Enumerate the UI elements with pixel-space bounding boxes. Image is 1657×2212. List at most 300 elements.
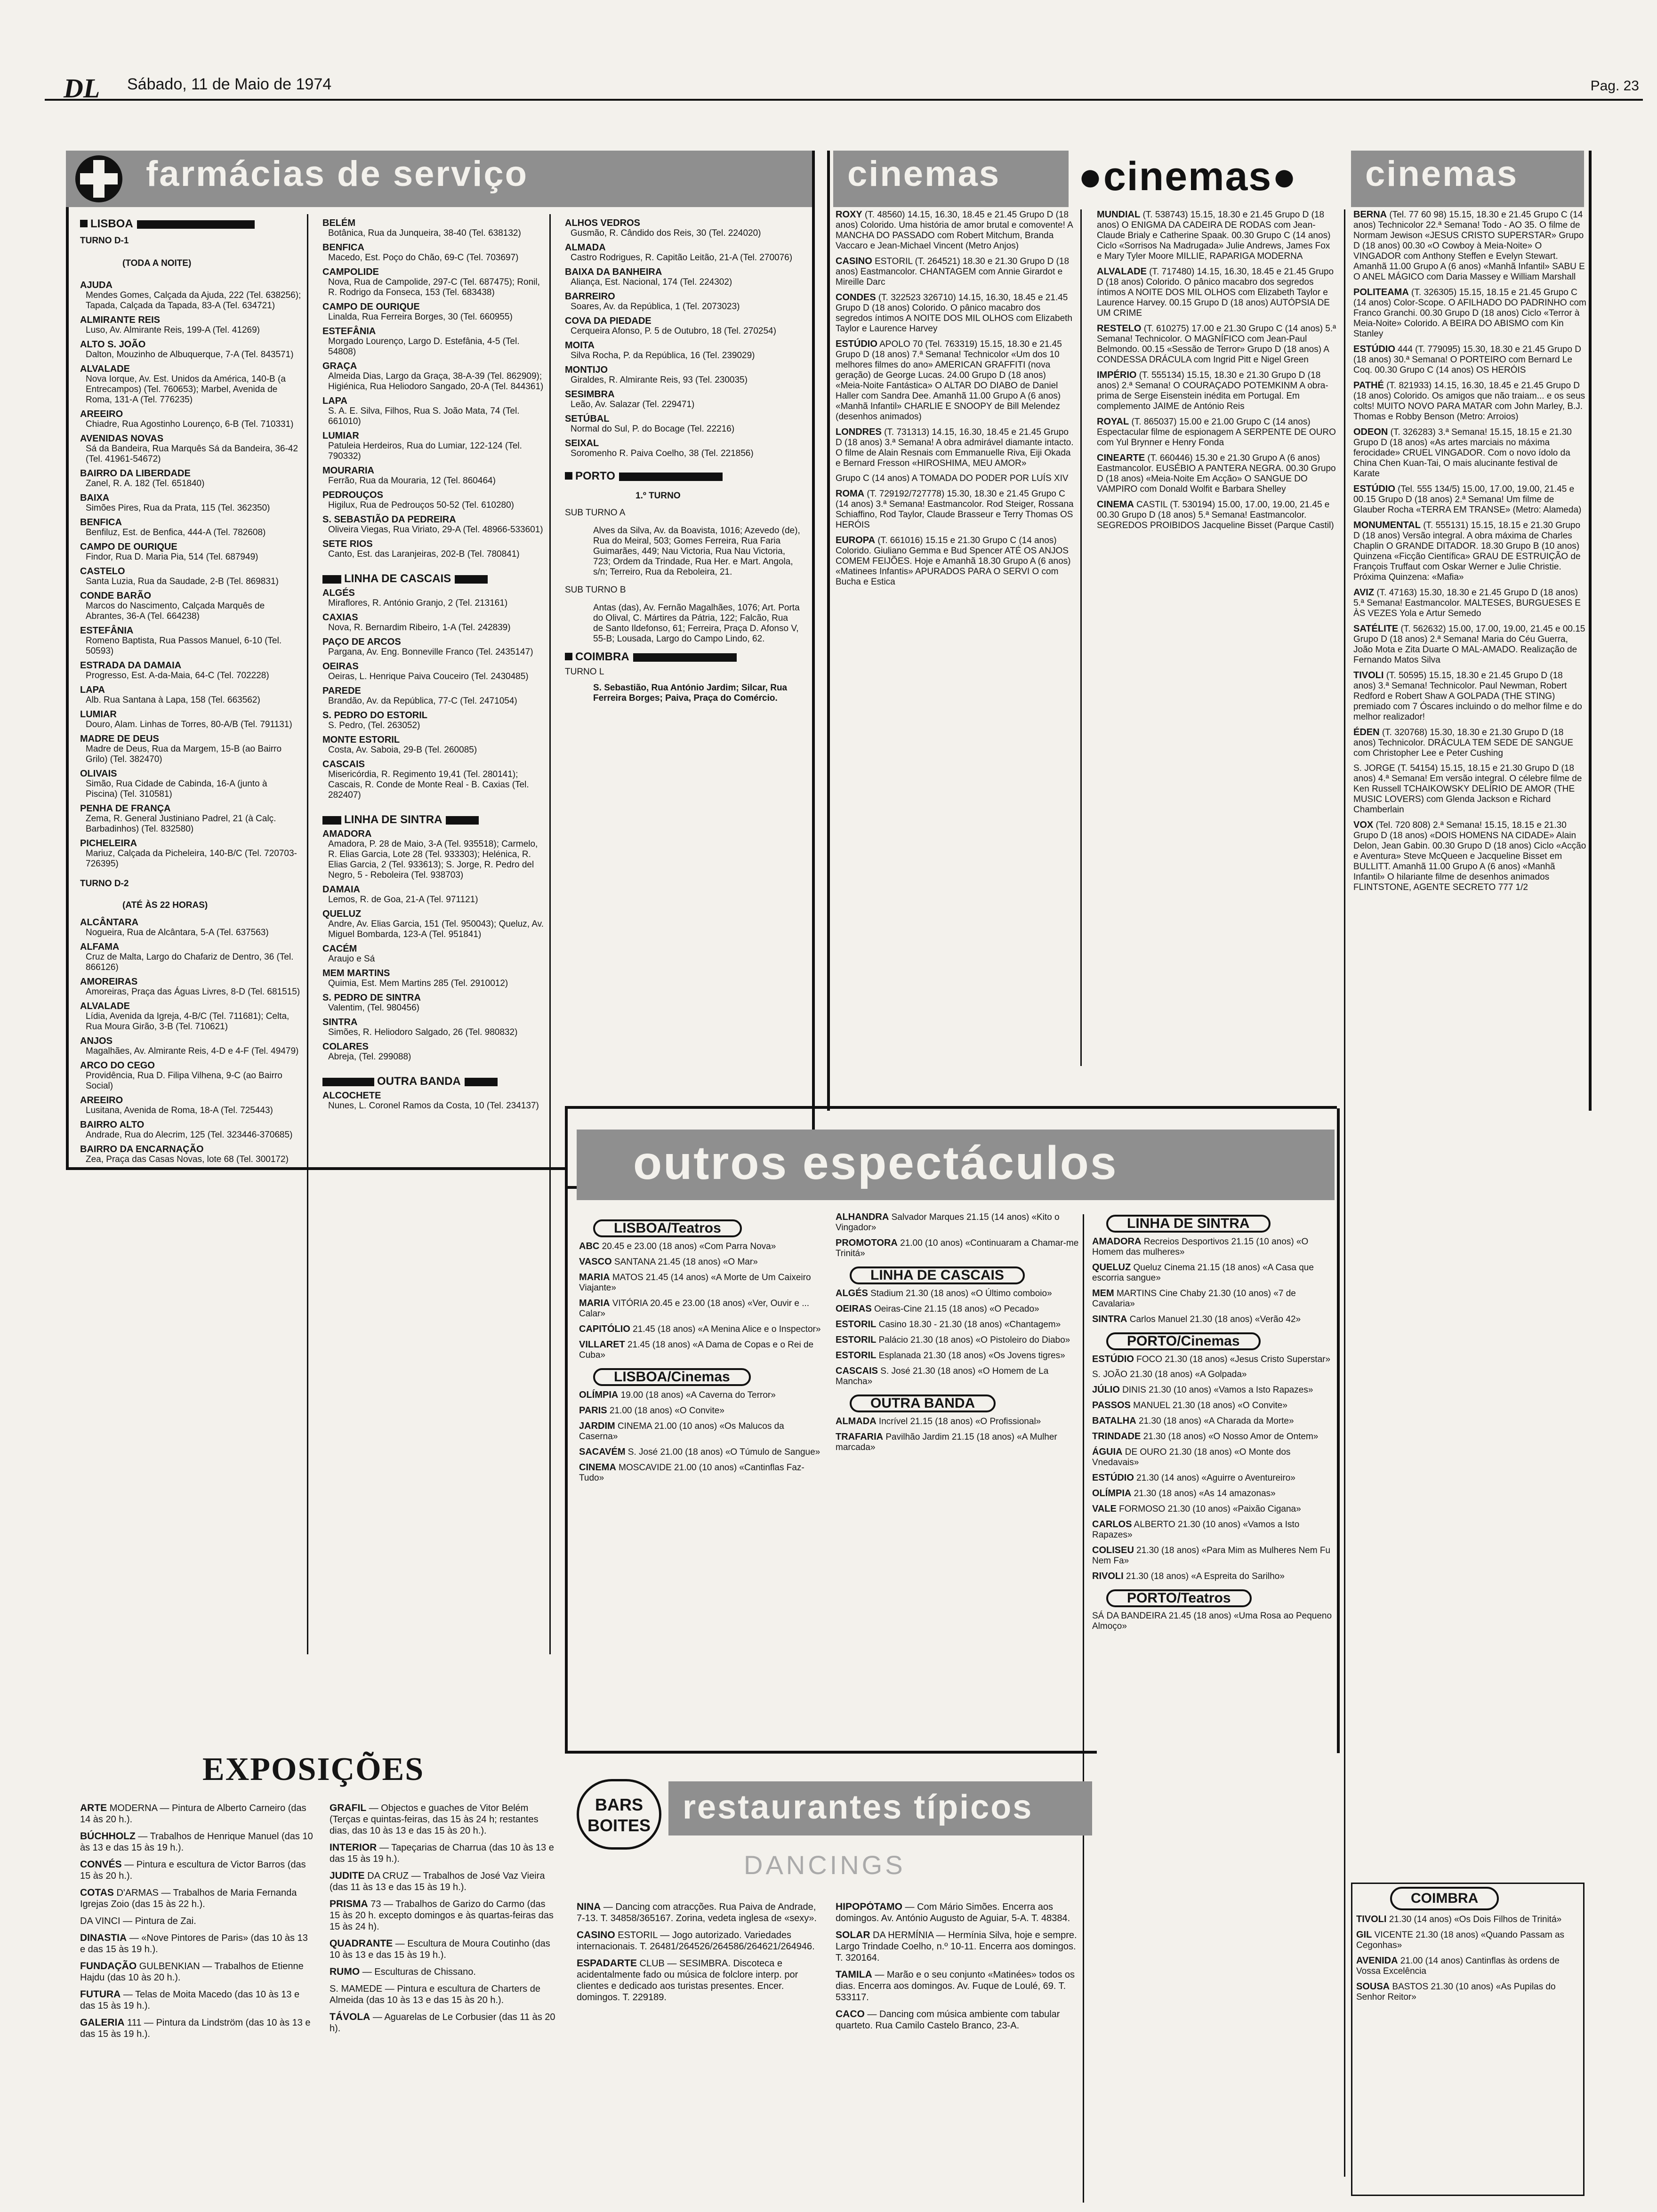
pharmacy-district: S. SEBASTIÃO DA PEDREIRA (322, 514, 456, 525)
pharmacy-district: CAMPO DE OURIQUE (80, 542, 177, 552)
dancings-column-2 (836, 1901, 1080, 2203)
pharmacy-address: Nunes, L. Coronel Ramos da Costa, 10 (Tel. 234137) (328, 1101, 539, 1111)
cinema-listing: CASINO ESTORIL (T. 264521) 18.30 e 21.30 Grupo D (18 anos) Eastmancolor. CHANTAGEM com Annie Girardot e Mireille Darc (836, 256, 1070, 287)
pharmacy-entry (565, 438, 800, 459)
pharmacy-entry (565, 316, 800, 337)
pharmacy-address: Silva Rocha, P. da República, 16 (Tel. 239029) (571, 351, 755, 361)
pharmacy-entry (80, 280, 301, 311)
pharmacy-address: Quimia, Est. Mem Martins 285 (Tel. 2910012) (328, 978, 508, 988)
pharmacy-district: PEDROUÇOS (322, 490, 383, 500)
pharmacy-entry (80, 917, 301, 938)
cinema-listing: AVIZ (T. 47163) 15.30, 18.30 e 21.45 Grupo D (18 anos) 5.ª Semana! Eastmancolor. MALTESES, BURGUESES E ÀS VEZES Yola e Artur Semedo (1353, 587, 1581, 618)
pharmacy-entry (80, 734, 301, 765)
show-listing: JÚLIO DINIS 21.30 (10 anos) «Vamos a Isto Rapazes» (1092, 1385, 1313, 1395)
pharmacy-address: Cerqueira Afonso, P. 5 de Outubro, 18 (Tel. 270254) (571, 326, 776, 336)
porto-teatros-heading: PORTO/Teatros (1106, 1589, 1252, 1607)
show-listing: MEM MARTINS Cine Chaby 21.30 (10 anos) «7 de Cavalaria» (1092, 1288, 1296, 1309)
show-listing: ESTÚDIO 21.30 (14 anos) «Aguirre o Aventureiro» (1092, 1473, 1295, 1483)
pharmacy-district: LAPA (80, 685, 105, 695)
pharmacy-entry (565, 414, 800, 434)
pharmacy-address: Ferrão, Rua da Mouraria, 12 (Tel. 860464) (328, 476, 496, 486)
outros-column-1 (579, 1217, 824, 1781)
pharmacy-district: LAPA (322, 396, 347, 406)
pharmacy-address: Costa, Av. Saboia, 29-B (Tel. 260085) (328, 745, 477, 755)
pharmacy-entry (80, 660, 301, 681)
pharmacy-address: Soares, Av. da República, 1 (Tel. 2073023) (571, 302, 740, 312)
outros-list-pt (1092, 1611, 1332, 1632)
pharmacy-district: ANJOS (80, 1036, 113, 1046)
pharmacy-district: AREEIRO (80, 409, 123, 419)
exhibition-listing: RUMO — Esculturas de Chissano. (330, 1966, 476, 1977)
pharmacy-address: Oeiras, L. Henrique Paiva Couceiro (Tel. 2430485) (328, 672, 529, 681)
cinema-listing: MONUMENTAL (T. 555131) 15.15, 18.15 e 21.30 Grupo D (18 anos) Versão integral. A obra máxima de Charles Chaplin O GRANDE DITADOR. 18.30 Grupo B (10 anos) Quinzena «Ficção Científica» GRAU DE ESTRUIÇÃO de François Truffaut com Oskar Werner e Julie Christie. Próxima Quinzena: «Mafia» (1353, 520, 1581, 582)
pharmacy-entry (80, 838, 301, 869)
exhibition-listing: PRISMA 73 — Trabalhos de Garizo do Carmo (das 15 às 20 h. excepto domingos e às quartas-feiras das 15 às 24 h). (330, 1899, 554, 1932)
pharmacy-entry (565, 365, 800, 385)
pharmacy-entry (322, 686, 544, 706)
outros-list-lt (579, 1241, 824, 1361)
show-listing: ESTÚDIO FOCO 21.30 (18 anos) «Jesus Cristo Superstar» (1092, 1354, 1331, 1364)
pharmacy-address: Findor, Rua D. Maria Pia, 514 (Tel. 687949) (86, 552, 258, 562)
exhibition-listing: FUTURA — Telas de Moita Macedo (das 10 às 13 e das 15 às 19 h.). (80, 1989, 300, 2011)
pharmacy-address: Castro Rodrigues, R. Capitão Leitão, 21-A (Tel. 270076) (571, 253, 793, 263)
pharmacy-entry (322, 539, 544, 560)
cinema-listing: S. JORGE (T. 54154) 15.15, 18.15 e 21.30 Grupo D (18 anos) 4.ª Semana! Em versão integral. O célebre filme de Ken Russell TCHAIKOWSKY DELÍRIO DE AMOR (THE MUSIC LOVERS) com Glenda Jackson e Richard Chamberlain (1353, 763, 1582, 815)
cinema-list-1 (836, 209, 1076, 587)
dancing-listing: CACO — Dancing com música ambiente com tabular quarteto. Rua Camilo Castelo Branco, 23-A. (836, 2009, 1060, 2031)
pharmacy-district: ALCÂNTARA (80, 917, 139, 928)
pharmacy-entry (322, 993, 544, 1013)
cinema-listing: PATHÉ (T. 821933) 14.15, 16.30, 18.45 e 21.45 Grupo D (18 anos) Colorido. Os amigos que não traiam... e os seus colts! MUITO NOVO PARA MATAR com John Marley, B.J. Thomas e Robby Benson (Metro: Arroios) (1353, 380, 1585, 422)
dance-list-l (577, 1901, 821, 2003)
pharmacy-entry (322, 909, 544, 940)
expo-list-r (330, 1803, 555, 2034)
pharmacy-district: CONDE BARÃO (80, 591, 152, 601)
exhibition-listing: JUDITE DA CRUZ — Trabalhos de José Vaz Vieira (das 11 às 13 e das 15 às 19 h.). (330, 1870, 545, 1892)
pharmacy-address: Mariuz, Calçada da Picheleira, 140-B/C (Tel. 720703-726395) (86, 849, 297, 869)
pharmacy-entry (80, 566, 301, 587)
exhibition-listing: DINASTIA — «Nove Pintores de Paris» (das 10 às 13 e das 15 às 19 h.). (80, 1932, 308, 1955)
show-listing: ABC 20.45 e 23.00 (18 anos) «Com Parra Nova» (579, 1241, 776, 1251)
pharmacy-address: Providência, Rua D. Filipa Vilhena, 9-C (ao Bairro Social) (86, 1071, 282, 1091)
exhibition-listing: FUNDAÇÃO GULBENKIAN — Trabalhos de Etienne Hajdu (das 10 às 20 h.). (80, 1961, 304, 1983)
pharmacy-entry (322, 637, 544, 657)
outros-list-rs (1092, 1236, 1332, 1325)
pharmacy-list-2b (322, 588, 544, 801)
pharmacy-address: Lusitana, Avenida de Roma, 18-A (Tel. 725443) (86, 1106, 273, 1115)
pharmacy-district: S. PEDRO DO ESTORIL (322, 710, 427, 721)
pharmacy-address: Simões Pires, Rua da Prata, 115 (Tel. 362350) (86, 503, 270, 513)
pharmacy-entry (322, 465, 544, 486)
dancing-listing: ESPADARTE CLUB — SESIMBRA. Discoteca e acidentalmente fado ou música de folclore interp. por clientes e dedicado aos turistas presentes. Encer. domingos. T. 229189. (577, 1958, 798, 2003)
cinema-listing: POLITEAMA (T. 326305) 15.15, 18.15 e 21.45 Grupo C (14 anos) Color-Scope. O AFILHADO DO PADRINHO com Franco Granchi. 00.30 Grupo D (18 anos) Ciclo «Terror à Meia-Noite» Colorido. A BEIRA DO ABISMO com Kin Stanley (1353, 287, 1586, 339)
show-listing: SÁ DA BANDEIRA 21.45 (18 anos) «Uma Rosa ao Pequeno Almoço» (1092, 1611, 1332, 1631)
cinema-listing: CINEARTE (T. 660446) 15.30 e 21.30 Grupo A (6 anos) Eastmancolor. EUSÉBIO A PANTERA NEGRA. 00.30 Grupo D (18 anos) «Meia-Noite Em Acção» O SANGUE DO VAMPIRO com Donald Wolfit e Barbara Shelley (1097, 453, 1336, 494)
pharmacy-address: Simões, R. Heliodoro Salgado, 26 (Tel. 980832) (328, 1027, 518, 1037)
pharmacy-district: AVENIDAS NOVAS (80, 433, 164, 444)
expo-list-l (80, 1803, 315, 2040)
dancing-listing: HIPOPÓTAMO — Com Mário Simões. Encerra aos domingos. Av. António Augusto de Aguiar, 5-A. T. 48384. (836, 1901, 1070, 1923)
pharmacy-entry (565, 291, 800, 312)
linha-cascais-heading: LINHA DE CASCAIS (344, 572, 451, 585)
pharmacy-district: AJUDA (80, 280, 113, 290)
pharmacy-entry (322, 431, 544, 462)
pharmacy-address: Nova Iorque, Av. Est. Unidos da América, 140-B (a Entrecampos) (Tel. 760653); Marbel, Avenida de Roma, 131-A (Tel. 776235) (86, 374, 286, 405)
pharmacy-address: Progresso, Est. A-da-Maia, 64-C (Tel. 702228) (86, 671, 269, 681)
pharmacy-address: Romeno Baptista, Rua Passos Manuel, 6-10 (Tel. 50593) (86, 636, 282, 656)
pharmacy-entry (80, 542, 301, 562)
show-listing: CINEMA MOSCAVIDE 21.00 (10 anos) «Cantinflas Faz-Tudo» (579, 1462, 804, 1483)
pharmacy-address: Simão, Rua Cidade de Cabinda, 16-A (junto à Piscina) (Tel. 310581) (86, 779, 267, 799)
cinema-list-2 (1097, 209, 1337, 531)
pharmacy-address: Luso, Av. Almirante Reis, 199-A (Tel. 41269) (86, 325, 260, 335)
pharmacy-address: Brandão, Av. da República, 77-C (Tel. 2471054) (328, 696, 517, 706)
pharmacy-list-3 (565, 218, 800, 459)
pharmacy-district: MOITA (565, 340, 595, 351)
pharmacy-entry (322, 884, 544, 905)
pharmacy-banner-title: farmácias de serviço (146, 154, 529, 194)
pharmacy-address: Misericórdia, R. Regimento 19,41 (Tel. 280141); Cascais, R. Conde de Monte Real - B. Caxias (Tel. 282407) (328, 769, 529, 800)
pharmacy-district: AMADORA (322, 829, 372, 839)
linha-sintra-heading: LINHA DE SINTRA (344, 813, 442, 826)
pharmacy-entry (322, 1017, 544, 1038)
cinema-listing: ROMA (T. 729192/727778) 15.30, 18.30 e 21.45 Grupo C (14 anos) 3.ª Semana! Eastmancolor. Rod Steiger, Rossana Schiaffino, Rod Taylor, Claude Brasseur e Terry Thomas OS HERÓIS (836, 489, 1074, 530)
pharmacy-address: Valentim, (Tel. 980456) (328, 1003, 419, 1013)
pharmacy-address: Nova, Rua de Campolide, 297-C (Tel. 687475); Ronil, R. Rodrigo da Fonseca, 153 (Tel. 683438) (328, 277, 540, 297)
show-listing: ÁGUIA DE OURO 21.30 (18 anos) «O Monte dos Vnedavais» (1092, 1447, 1291, 1467)
coimbra-heading: COIMBRA (1390, 1887, 1499, 1910)
pharmacy-district: PAÇO DE ARCOS (322, 637, 401, 647)
outros-column-2 (836, 1212, 1080, 1800)
pharmacy-address: Abreja, (Tel. 299088) (328, 1052, 411, 1062)
pharmacy-address: Botânica, Rua da Junqueira, 38-40 (Tel. 638132) (328, 228, 521, 238)
pharmacy-entry (80, 591, 301, 622)
show-listing: ALHANDRA Salvador Marques 21.15 (14 anos) «Kito o Vingador» (836, 1212, 1060, 1233)
dancing-listing: NINA — Dancing com atracções. Rua Paiva de Andrade, 7-13. T. 34858/365167. Zorina, vedeta inglesa de «sexy». (577, 1901, 817, 1923)
coimbra-list (1352, 1914, 1577, 2178)
show-listing: MARIA MATOS 21.45 (14 anos) «A Morte de Um Caixeiro Viajante» (579, 1272, 811, 1293)
show-listing: PASSOS MANUEL 21.30 (18 anos) «O Convite» (1092, 1400, 1287, 1411)
bars-boites-badge: BARS BOITES (577, 1779, 661, 1850)
pharmacy-district: MONTIJO (565, 365, 608, 375)
pharmacy-entry (80, 517, 301, 538)
pharmacy-address: Leão, Av. Salazar (Tel. 229471) (571, 400, 695, 409)
cinema-listing: EUROPA (T. 661016) 15.15 e 21.30 Grupo C (14 anos) Colorido. Giuliano Gemma e Bud Spencer ATÉ OS ANJOS COMEM FEIJÕES. Hoje e Amanhã 18.30 Grupo A (6 anos) «Matinees Infantis» APURADOS PARA O SERVI O com Bucha e Estica (836, 535, 1071, 587)
pharmacy-list-2d (322, 1090, 544, 1111)
pharmacy-entry (80, 1036, 301, 1057)
linha-cascais-cinema-heading: LINHA DE CASCAIS (850, 1266, 1025, 1284)
pharmacy-district: BAIRRO ALTO (80, 1120, 145, 1130)
cinema-listing: ROYAL (T. 865037) 15.00 e 21.00 Grupo C (14 anos) Espectacular filme de espionagem A SERPENTE DE OURO com Yul Brynner e Henry Fonda (1097, 417, 1336, 448)
pharmacy-district: OLIVAIS (80, 769, 117, 779)
pharmacy-address: Cruz de Malta, Largo do Chafariz de Dentro, 36 (Tel. 866126) (86, 952, 294, 972)
pharmacy-entry (80, 1060, 301, 1091)
cinema-listing: ESTÚDIO 444 (T. 779095) 15.30, 18.30 e 21.45 Grupo D (18 anos) 30.ª Semana! O PORTEIRO com Bernard Le Coq. 00.30 Grupo C (14 anos) OS HERÓIS (1353, 344, 1581, 375)
cinema-listing: ÉDEN (T. 320768) 15.30, 18.30 e 21.30 Grupo D (18 anos) Technicolor. DRÁCULA TEM SEDE DE SANGUE com Christopher Lee e Peter Cushing (1353, 727, 1574, 758)
pharmacy-address: S. Pedro, (Tel. 263052) (328, 721, 420, 730)
pharmacy-entry (80, 433, 301, 465)
cinema-listing: LONDRES (T. 731313) 14.15, 16.30, 18.45 e 21.45 Grupo D (18 anos) 3.ª Semana! A obra admirável diamante intacto. O filme de Alain Resnais com Emmanuelle Riva, Eiji Okada e Bernard Fresson «HIROSHIMA, MEU AMOR» (836, 427, 1074, 468)
page-number: Pag. 23 (1590, 78, 1639, 94)
pharmacy-district: BENFICA (80, 517, 122, 528)
pharmacy-entry (322, 218, 544, 239)
pharmacy-list-1 (80, 280, 301, 869)
pharmacy-entry (80, 1001, 301, 1032)
pharmacy-address: Soromenho R. Paiva Coelho, 38 (Tel. 221856) (571, 449, 754, 458)
show-listing: ESTORIL Palácio 21.30 (18 anos) «O Pistoleiro do Diabo» (836, 1335, 1070, 1345)
show-listing: COLISEU 21.30 (18 anos) «Para Mim as Mulheres Nem Fu Nem Fa» (1092, 1545, 1331, 1566)
newspaper-logo: DL (64, 73, 100, 104)
pharmacy-entry (322, 710, 544, 731)
pharmacy-entry (322, 759, 544, 801)
cinemas-banner-left: cinemas (833, 151, 1069, 207)
pharmacy-list-2 (322, 218, 544, 560)
pharmacy-district: AMOREIRAS (80, 977, 138, 987)
show-listing: VASCO SANTANA 21.45 (18 anos) «O Mar» (579, 1257, 758, 1267)
coimbra-box (1351, 1883, 1585, 2196)
pharmacy-district: MEM MARTINS (322, 968, 390, 978)
pharmacy-entry (322, 514, 544, 535)
dancing-listing: SOLAR DA HERMÍNIA — Hermínia Silva, hoje e sempre. Largo Trindade Coelho, n.º 10-11. Encerra aos domingos. T. 320164. (836, 1930, 1077, 1963)
pharmacy-district: COLARES (322, 1042, 369, 1052)
exhibition-listing: ARTE MODERNA — Pintura de Alberto Carneiro (das 14 às 20 h.). (80, 1803, 306, 1825)
pharmacy-address: Nogueira, Rua de Alcântara, 5-A (Tel. 637563) (86, 928, 269, 938)
pharmacy-district: ALVALADE (80, 364, 130, 374)
exhibition-listing: GALERIA 111 — Pintura da Lindström (das 10 às 13 e das 15 às 19 h.). (80, 2017, 311, 2039)
pharmacy-district: ESTRADA DA DAMAIA (80, 660, 182, 671)
pharmacy-entry (322, 944, 544, 964)
pharmacy-address: Amoreiras, Praça das Águas Livres, 8-D (Tel. 681515) (86, 987, 300, 997)
pharmacy-district: BAIXA (80, 493, 110, 503)
pharmacy-district: ESTEFÂNIA (322, 326, 376, 337)
show-listing: ALMADA Incrível 21.15 (18 anos) «O Profissional» (836, 1416, 1041, 1427)
pharmacy-entry (80, 364, 301, 405)
pharmacy-district: BELÉM (322, 218, 355, 228)
show-listing: GIL VICENTE 21.30 (18 anos) «Quando Passam as Cegonhas» (1356, 1930, 1565, 1950)
show-listing: CAPITÓLIO 21.45 (18 anos) «A Menina Alice e o Inspector» (579, 1324, 821, 1334)
outros-list-mb (836, 1416, 1080, 1453)
exhibition-listing: S. MAMEDE — Pintura e escultura de Charters de Almeida (das 10 às 13 e das 15 às 20 h.). (330, 1984, 540, 2005)
pharmacy-district: SETÚBAL (565, 414, 610, 424)
pharmacy-district: BENFICA (322, 242, 364, 253)
pharmacy-entry (80, 942, 301, 973)
cinema-listing: CINEMA CASTIL (T. 530194) 15.00, 17.00, 19.00, 21.45 e 00.30 Grupo D (18 anos) 5.ª Semana! Eastmancolor. SEGREDOS PROIBIDOS Jacqueline Bisset (Parque Castil) (1097, 499, 1334, 530)
porto-cinemas-heading: PORTO/Cinemas (1106, 1332, 1261, 1350)
restaurantes-banner: restaurantes típicos (668, 1781, 1092, 1835)
coimbra-pharmacy-heading: COIMBRA (575, 650, 629, 663)
pharmacy-entry (322, 361, 544, 392)
dance-list-r (836, 1901, 1080, 2031)
exhibition-listing: COTAS D'ARMAS — Trabalhos de Maria Fernanda Igrejas Zoio (das 15 às 22 h.). (80, 1887, 297, 1909)
pharmacy-entry (565, 218, 800, 239)
pharmacy-district: ALVALADE (80, 1001, 130, 1011)
pharmacy-address: Douro, Alam. Linhas de Torres, 80-A/B (Tel. 791131) (86, 720, 292, 729)
pharmacy-district: ALCOCHETE (322, 1090, 381, 1101)
exhibition-listing: CONVÉS — Pintura e escultura de Victor Barros (das 15 às 20 h.). (80, 1859, 306, 1881)
exposicoes-column-2 (330, 1803, 555, 2207)
outros-list-lc (579, 1390, 824, 1483)
exposicoes-title: EXPOSIÇÕES (202, 1751, 425, 1787)
pharmacy-address: Pargana, Av. Eng. Bonneville Franco (Tel. 2435147) (328, 647, 533, 657)
cinema-listing: RESTELO (T. 610275) 17.00 e 21.30 Grupo C (14 anos) 5.ª Semana! Technicolor. O MAGNÍFICO com Jean-Paul Belmondo. 00.15 «Sessão de Terror» Grupo D (18 anos) A CONDESSA DRÁCULA com Ingrid Pitt e Nigel Green (1097, 323, 1336, 365)
dancings-column-1 (577, 1901, 821, 2203)
pharmacy-address: Madre de Deus, Rua da Margem, 15-B (ao Bairro Grilo) (Tel. 382470) (86, 744, 282, 764)
pharmacy-district: ALGÉS (322, 588, 355, 598)
pharmacy-entry (80, 803, 301, 834)
pharmacy-district: SESIMBRA (565, 389, 615, 400)
pharmacy-list-2c (322, 829, 544, 1062)
pharmacy-address: Canto, Est. das Laranjeiras, 202-B (Tel. 780841) (328, 549, 520, 559)
show-listing: SACAVÉM S. José 21.00 (18 anos) «O Túmulo de Sangue» (579, 1447, 820, 1457)
cinemas-banner-main: ●cinemas● (1073, 151, 1346, 207)
pharmacy-district: MADRE DE DEUS (80, 734, 159, 744)
pharmacy-address: Morgado Lourenço, Largo D. Estefânia, 4-5 (Tel. 54808) (328, 337, 520, 357)
pharmacy-district: CACÉM (322, 944, 357, 954)
pharmacy-address: Gusmão, R. Cândido dos Reis, 30 (Tel. 224020) (571, 228, 761, 238)
pharmacy-entry (80, 709, 301, 730)
cinema-listing: ROXY (T. 48560) 14.15, 16.30, 18.45 e 21.45 Grupo D (18 anos) Colorido. Uma história de amor brutal e comovente! A MANCHA DO PASSADO com Robert Mitchum, Branda Vaccaro e Jean-Michael Vincent (Metro Anjos) (836, 209, 1073, 251)
pharmacy-entry (80, 409, 301, 430)
pharmacy-district: ALMIRANTE REIS (80, 315, 160, 325)
show-listing: AMADORA Recreios Desportivos 21.15 (10 anos) «O Homem das mulheres» (1092, 1236, 1309, 1257)
pharmacy-entry (322, 829, 544, 881)
pharmacy-address: Normal do Sul, P. do Bocage (Tel. 22216) (571, 424, 735, 434)
show-listing: PROMOTORA 21.00 (10 anos) «Continuaram a Chamar-me Trinitá» (836, 1238, 1079, 1258)
pharmacy-district: QUELUZ (322, 909, 362, 919)
pharmacy-district: MONTE ESTORIL (322, 735, 400, 745)
pharmacy-address: Araujo e Sá (328, 954, 375, 964)
pharmacy-entry (80, 685, 301, 705)
pharmacy-address: Higilux, Rua de Pedrouços 50-52 (Tel. 610280) (328, 500, 515, 510)
show-listing: VILLARET 21.45 (18 anos) «A Dama de Copas e o Rei de Cuba» (579, 1339, 814, 1360)
pharmacy-district: CAMPOLIDE (322, 267, 379, 277)
pharmacy-address: Almeida Dias, Largo da Graça, 38-A-39 (Tel. 862909); Higiénica, Rua Heliodoro Sangado, 20-A (Tel. 844361) (328, 371, 544, 392)
pharmacy-entry (80, 493, 301, 513)
pharmacy-address: Chiadre, Rua Agostinho Lourenço, 6-B (Tel. 710331) (86, 419, 294, 429)
show-listing: ALGÉS Stadium 21.30 (18 anos) «O Último comboio» (836, 1288, 1052, 1298)
show-listing: TRINDADE 21.30 (18 anos) «O Nosso Amor de Ontem» (1092, 1431, 1319, 1442)
cinemas-banner-right: cinemas (1351, 151, 1584, 207)
pharmacy-district: AREEIRO (80, 1095, 123, 1106)
cinema-listing: CONDES (T. 322523 326710) 14.15, 16.30, 18.45 e 21.45 Grupo D (18 anos) Colorido. O pânico macabro dos segredos íntimos A NOITE DOS MIL OLHOS com Elizabeth Taylor e Laurence Harvey (836, 292, 1072, 334)
show-listing: QUELUZ Queluz Cinema 21.15 (18 anos) «A Casa que escorria sangue» (1092, 1262, 1314, 1283)
pharmacy-address: Giraldes, R. Almirante Reis, 93 (Tel. 230035) (571, 375, 748, 385)
pharmacy-address: Aliança, Est. Nacional, 174 (Tel. 224302) (571, 277, 732, 287)
show-listing: TIVOLI 21.30 (14 anos) «Os Dois Filhos de Trinitá» (1356, 1914, 1562, 1924)
pharmacy-district: GRAÇA (322, 361, 357, 371)
show-listing: OLÍMPIA 19.00 (18 anos) «A Caverna do Terror» (579, 1390, 776, 1400)
pharmacy-district: CAXIAS (322, 612, 358, 623)
pharmacy-entry (80, 1120, 301, 1140)
pharmacy-district: BARREIRO (565, 291, 615, 302)
pharmacy-address: Santa Luzia, Rua da Saudade, 2-B (Tel. 869831) (86, 577, 279, 586)
pharmacy-column-1: LISBOA TURNO D-1 (TODA A NOITE) AJUDA Mendes Gomes, Calçada da Ajuda, 222 (Tel. 638256); Tapada, Calçada da Tapada, 83-A (Tel. 634721) ALMIRANTE REIS Luso, Av. Almirante Reis, 199-A (Tel. 41269) ALTO S. JOÃO Dalton, Mouzinho de Albuquerque, 7-A (Tel. 843571) ALVALADE Nova Iorque, Av. Est. Unidos da América, 140-B (a Entrecampos) (Tel. 760653); Marbel, Avenida de Roma, 131-A (Tel. 776235) AREEIRO Chiadre, Rua Agostinho Lourenço, 6-B (Tel. 710331) AVENIDAS NOVAS Sá da Bandeira, Rua Marquês Sá da Bandeira, 36-42 (Tel. 41961-54672) BAIRRO DA LIBERDADE Zanel, R. A. 182 (Tel. 651840) BAIXA Simões Pires, Rua da Prata, 115 (Tel. 362350) BENFICA Benfiluz, Est. de Benfica, 444-A (Tel. 782608) CAMPO DE OURIQUE Findor, Rua D. Maria Pia, 514 (Tel. 687949) CASTELO Santa Luzia, Rua da Saudade, 2-B (Tel. 869831) CONDE BARÃO Marcos do Nascimento, Calçada Marquês de Abrantes, 36-A (Tel. 664238) ESTEFÂNIA Romeno Baptista, Rua Passos Manuel, 6-10 (Tel. 50593) ESTRADA DA DAMAIA Progresso, Est. A-da-Maia, 64-C (Tel. 702228) LAPA Alb. Rua Santana à Lapa, 158 (Tel. 663562) LUMIAR Douro, Alam. Linhas de Torres, 80-A/B (Tel. 791131) MADRE DE DEUS Madre de Deus, Rua da Margem, 15-B (ao Bairro Grilo) (Tel. 382470) OLIVAIS Simão, Rua Cidade de Cabinda, 16-A (junto à Piscina) (Tel. 310581) PENHA DE FRANÇA Zema, R. General Justiniano Padrel, 21 (à Calç. Barbadinhos) (Tel. 832580) PICHELEIRA Mariuz, Calçada da Picheleira, 140-B/C (Tel. 720703-726395) TURNO D-2 (ATÉ ÀS 22 HORAS) ALCÂNTARA Nogueira, Rua de Alcântara, 5-A (Tel. 637563) ALFAMA Cruz de Malta, Largo do Chafariz de Dentro, 36 (Tel. 866126) AMOREIRAS Amoreiras, Praça das Águas Livres, 8-D (Tel. 681515) ALVALADE Lídia, Avenida da Igreja, 4-B/C (Tel. 711681); Celta, Rua Moura Girão, 3-B (Tel. 710621) ANJOS Magalhães, Av. Almirante Reis, 4-D e 4-F (Tel. 49479) ARCO DO CEGO Providência, Rua D. Filipa Vilhena, 9-C (ao Bairro Social) AREEIRO Lusitana, Avenida de Roma, 18-A (Tel. 725443) BAIRRO ALTO Andrade, Rua do Alecrim, 125 (Tel. 323446-370685) BAIRRO DA ENCARNAÇÃO Zea, Praça das Casas Novas, lote 68 (Tel. 300172) (80, 217, 301, 1164)
pharmacy-district: SETE RIOS (322, 539, 373, 549)
pharmacy-entry (80, 315, 301, 336)
cinema-listing: BERNA (Tel. 77 60 98) 15.15, 18.30 e 21.45 Grupo C (14 anos) Technicolor 22.ª Semana! Todo - AO 35. O filme de Normam Jewison «JESUS CRISTO SUPERSTAR» Grupo D (18 anos) 00.30 «O Cowboy à Meia-Noite» O VINGADOR com Anthony Steffen e Evelyn Stewart. Amanhã 11.00 Grupo A (6 anos) «Manhã Infantil» SABU E O ANEL MÁGICO com Daria Massey e William Marshall (1353, 209, 1585, 282)
pharmacy-district: ALFAMA (80, 942, 120, 952)
pharmacy-address: Andre, Av. Elias Garcia, 151 (Tel. 950043); Queluz, Av. Miguel Bombarda, 123-A (Tel. 951841) (328, 919, 544, 939)
pharmacy-address: Lídia, Avenida da Igreja, 4-B/C (Tel. 711681); Celta, Rua Moura Girão, 3-B (Tel. 710621) (86, 1011, 290, 1032)
show-listing: MARIA VITÓRIA 20.45 e 23.00 (18 anos) «Ver, Ouvir e ... Calar» (579, 1298, 810, 1319)
show-listing: AVENIDA 21.00 (14 anos) Cantinflas às ordens de Vossa Excelência (1356, 1956, 1560, 1976)
show-listing: SOUSA BASTOS 21.30 (10 anos) «As Pupilas do Senhor Reitor» (1356, 1981, 1556, 2002)
pharmacy-address: Benfiluz, Est. de Benfica, 444-A (Tel. 782608) (86, 528, 266, 537)
pharmacy-district: BAIRRO DA LIBERDADE (80, 468, 191, 479)
pharmacy-district: OEIRAS (322, 661, 359, 672)
pharmacy-entry (322, 302, 544, 322)
cinema-listing: VOX (Tel. 720 808) 2.ª Semana! 15.15, 18.15 e 21.30 Grupo D (18 anos) «DOIS HOMENS NA CIDADE» Alain Delon, Jean Gabin. 00.30 Grupo D (18 anos) Ciclo «Acção e Aventura» Steve McQueen e Jacqueline Bisset em BULLITT. Amanhã 11.00 Grupo A (6 anos) «Manhã Infantil» O hilariante filme de desenhos animados FLINTSTONE, AGENTE SECRETO 777 1/2 (1353, 820, 1586, 892)
pharmacy-list-1b (80, 917, 301, 1165)
pharmacy-banner (66, 151, 812, 207)
dancings-title: DANCINGS (744, 1850, 906, 1880)
pharmacy-entry (565, 340, 800, 361)
pharmacy-address: Zanel, R. A. 182 (Tel. 651840) (86, 479, 205, 489)
pharmacy-address: Amadora, P. 28 de Maio, 3-A (Tel. 935518); Carmelo, R. Elias Garcia, Lote 28 (Tel. 933303); Helénica, R. Elias Garcia, 2 (Tel. 933613); S. Jorge, R. Pedro del Negro, 5 - Reboleira (Tel. 938703) (328, 839, 538, 880)
pharmacy-address: Macedo, Est. Poço do Chão, 69-C (Tel. 703697) (328, 253, 519, 263)
pharmacy-entry (80, 468, 301, 489)
show-listing: OEIRAS Oeiras-Cine 21.15 (18 anos) «O Pecado» (836, 1304, 1039, 1314)
pharmacy-entry (322, 612, 544, 633)
pharmacy-entry (322, 396, 544, 427)
outros-banner: outros espectáculos (577, 1130, 1335, 1200)
show-listing: BATALHA 21.30 (18 anos) «A Charada da Morte» (1092, 1416, 1294, 1426)
cinemas-column-2 (1097, 209, 1337, 1066)
pharmacy-entry (80, 625, 301, 657)
pharmacy-entry (80, 339, 301, 360)
pharmacy-entry (565, 267, 800, 288)
cinema-listing: Grupo C (14 anos) A TOMADA DO PODER POR LUÍS XIV (836, 473, 1069, 483)
issue-date: Sábado, 11 de Maio de 1974 (127, 75, 332, 93)
pharmacy-district: ALTO S. JOÃO (80, 339, 146, 350)
pharmacy-entry (322, 1090, 544, 1111)
cinema-listing: TIVOLI (T. 50595) 15.15, 18.30 e 21.45 Grupo D (18 anos) 3.ª Semana! Technicolor. Paul Newman, Robert Redford e Robert Shaw A GOLPADA (THE STING) premiado com 7 Óscares incluindo o do melhor filme e do melhor realizador! (1353, 670, 1582, 722)
pharmacy-address: Oliveira Viegas, Rua Viriato, 29-A (Tel. 48966-533601) (328, 525, 543, 535)
pharmacy-district: SEIXAL (565, 438, 599, 449)
pharmacy-entry (322, 968, 544, 989)
exhibition-listing: TÁVOLA — Aguarelas de Le Corbusier (das 11 às 20 h). (330, 2012, 555, 2034)
pharmacy-entry (322, 267, 544, 298)
dancing-listing: TAMILA — Marão e o seu conjunto «Matinées» todos os dias. Encerra aos domingos. Av. Fuque de Loulé, 69. T. 533117. (836, 1969, 1075, 2003)
show-listing: TRAFARIA Pavilhão Jardim 21.15 (18 anos) «A Mulher marcada» (836, 1432, 1057, 1452)
pharmacy-district: DAMAIA (322, 884, 360, 895)
pharmacy-right-rule (812, 151, 815, 1186)
exhibition-listing: QUADRANTE — Escultura de Moura Coutinho (das 10 às 13 e das 15 às 19 h.). (330, 1938, 550, 1960)
pharmacy-left-rule (66, 207, 69, 1167)
outros-column-3 (1092, 1212, 1332, 2200)
pharmacy-address: Patuleia Herdeiros, Rua do Lumiar, 122-124 (Tel. 790332) (328, 441, 522, 461)
pharmacy-address: Zea, Praça das Casas Novas, lote 68 (Tel. 300172) (86, 1154, 289, 1164)
cinema-listing: IMPÉRIO (T. 555134) 15.15, 18.30 e 21.30 Grupo D (18 anos) 2.ª Semana! O COURAÇADO POTEMKINM A obra-prima de Serge Eisenstein inédita em Portugal. Em complemento JAIME de António Reis (1097, 370, 1328, 411)
pharmacy-address: Lemos, R. de Goa, 21-A (Tel. 971121) (328, 895, 478, 905)
outros-list-mid (836, 1212, 1080, 1259)
linha-sintra-cinema-heading: LINHA DE SINTRA (1106, 1215, 1271, 1233)
exhibition-listing: GRAFIL — Objectos e guaches de Vitor Belém (Terças e quintas-feiras, das 15 às 24 h; restantes dias, das 10 às 13 e das 15 às 20 h.). (330, 1803, 539, 1836)
pharmacy-entry (80, 977, 301, 997)
pharmacy-address: Dalton, Mouzinho de Albuquerque, 7-A (Tel. 843571) (86, 350, 294, 360)
porto-heading: PORTO (575, 470, 615, 482)
pharmacy-entry (322, 735, 544, 755)
lisboa-cinemas-heading: LISBOA/Cinemas (593, 1368, 751, 1386)
lisboa-heading: LISBOA (90, 217, 133, 230)
cinemas-column-1 (836, 209, 1076, 1151)
cinema-listing: SATÉLITE (T. 562632) 15.00, 17.00, 19.00, 21.45 e 00.15 Grupo D (18 anos) 2.ª Semana! Maria do Céu Guerra, João Mota e Zita Duarte O MAL-AMADO. Realização de Fernando Matos Silva (1353, 624, 1585, 665)
pharmacy-district: MOURARIA (322, 465, 374, 476)
page-header (45, 71, 1643, 104)
pharmacy-district: PENHA DE FRANÇA (80, 803, 171, 814)
pharmacy-address: Andrade, Rua do Alecrim, 125 (Tel. 323446-370685) (86, 1130, 293, 1140)
show-listing: VALE FORMOSO 21.30 (10 anos) «Paixão Cigana» (1092, 1504, 1301, 1514)
